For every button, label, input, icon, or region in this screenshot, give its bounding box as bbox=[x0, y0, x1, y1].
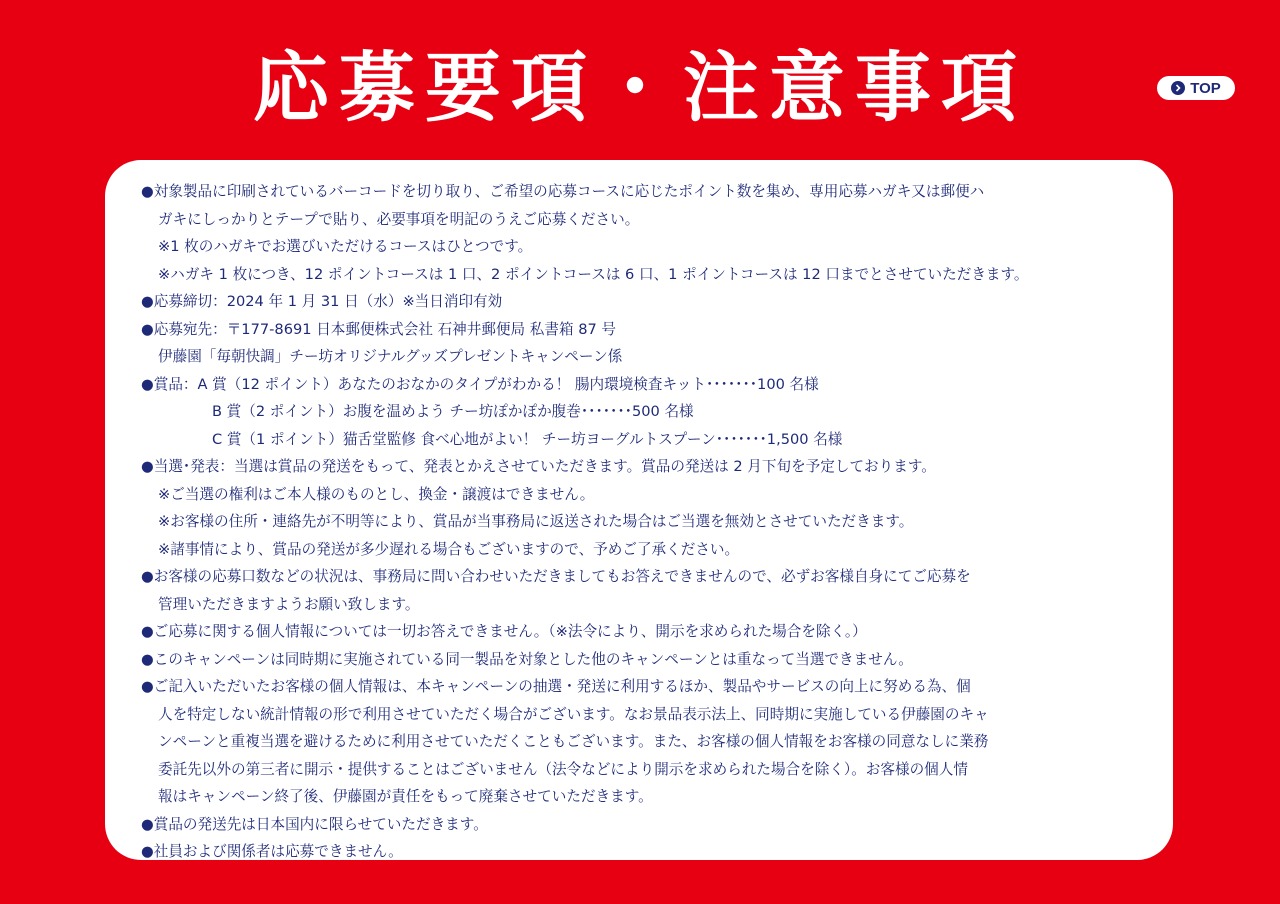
note-line: 人を特定しない統計情報の形で利用させていただく場合がございます。なお景品表示法上、同時期に実施している伊藤園のキャ bbox=[158, 705, 989, 723]
note-line: B 賞（2 ポイント）お腹を温めよう チー坊ぽかぽか腹巻･･･････500 名様 bbox=[212, 403, 694, 420]
note-line: ※ハガキ 1 枚につき、12 ポイントコースは 1 口、2 ポイントコースは 6 口、1 ポイントコースは 12 口までとさせていただきます。 bbox=[158, 265, 1029, 283]
note-line: C 賞（1 ポイント）猫舌堂監修 食べ心地がよい！ チー坊ヨーグルトスプーン･･･････1,500 名様 bbox=[212, 430, 843, 448]
note-line: ンペーンと重複当選を避けるために利用させていただくこともございます。また、お客様の個人情報をお客様の同意なしに業務 bbox=[158, 733, 989, 750]
note-line: 報はキャンペーン終了後、伊藤園が責任をもって廃棄させていただきます。 bbox=[158, 788, 653, 805]
note-line: ※1 枚のハガキでお選びいただけるコースはひとつです。 bbox=[158, 238, 533, 255]
note-line: ●社員および関係者は応募できません。 bbox=[141, 843, 403, 860]
note-line: ●このキャンペーンは同時期に実施されている同一製品を対象とした他のキャンペーンとは重なって当選できません。 bbox=[141, 650, 913, 668]
notes-panel bbox=[105, 160, 1173, 860]
top-button[interactable] bbox=[1157, 76, 1235, 100]
note-line: ●賞品：A 賞（12 ポイント）あなたのおなかのタイプがわかる！ 腸内環境検査キット･･･････100 名様 bbox=[141, 375, 819, 393]
top-button-label: TOP bbox=[1190, 79, 1221, 97]
note-line: ガキにしっかりとテープで貼り、必要事項を明記のうえご応募ください。 bbox=[158, 210, 640, 228]
note-line: ●応募宛先：〒177-8691 日本郵便株式会社 石神井郵便局 私書箱 87 号 bbox=[141, 320, 617, 338]
note-line: ●お客様の応募口数などの状況は、事務局に問い合わせいただきましてもお答えできませんので、必ずお客様自身にてご応募を bbox=[141, 568, 971, 585]
note-line: 伊藤園「毎朝快調」チー坊オリジナルグッズプレゼントキャンペーン係 bbox=[158, 348, 623, 365]
page-title: 応募要項・注意事項 bbox=[253, 43, 1027, 132]
note-line: ※ご当選の権利はご本人様のものとし、換金・譲渡はできません。 bbox=[158, 485, 595, 503]
note-line: ●賞品の発送先は日本国内に限らせていただきます。 bbox=[141, 815, 488, 833]
note-line: ●当選･発表：当選は賞品の発送をもって、発表とかえさせていただきます。賞品の発送は 2 月下旬を予定しております。 bbox=[141, 458, 936, 475]
note-line: ※諸事情により、賞品の発送が多少遅れる場合もございますので、予めご了承ください。 bbox=[158, 540, 740, 558]
note-line: 管理いただきますようお願い致します。 bbox=[158, 595, 420, 613]
notes-list bbox=[141, 178, 1153, 866]
note-line: ●ご応募に関する個人情報については一切お答えできません。（※法令により、開示を求められた場合を除く。） bbox=[141, 623, 867, 640]
note-line: ●対象製品に印刷されているバーコードを切り取り、ご希望の応募コースに応じたポイント数を集め、専用応募ハガキ又は郵便ハ bbox=[141, 183, 985, 200]
note-line: ●ご記入いただいたお客様の個人情報は、本キャンペーンの抽選・発送に利用するほか、製品やサービスの向上に努める為、個 bbox=[141, 678, 971, 695]
chevron-right-icon bbox=[1171, 81, 1185, 95]
note-line: ※お客様の住所・連絡先が不明等により、賞品が当事務局に返送された場合はご当選を無効とさせていただきます。 bbox=[158, 513, 914, 530]
note-line: 委託先以外の第三者に開示・提供することはございません（法令などにより開示を求められた場合を除く）。お客様の個人情 bbox=[158, 760, 968, 778]
note-line: ●応募締切：2024 年 1 月 31 日（水）※当日消印有効 bbox=[141, 293, 503, 310]
